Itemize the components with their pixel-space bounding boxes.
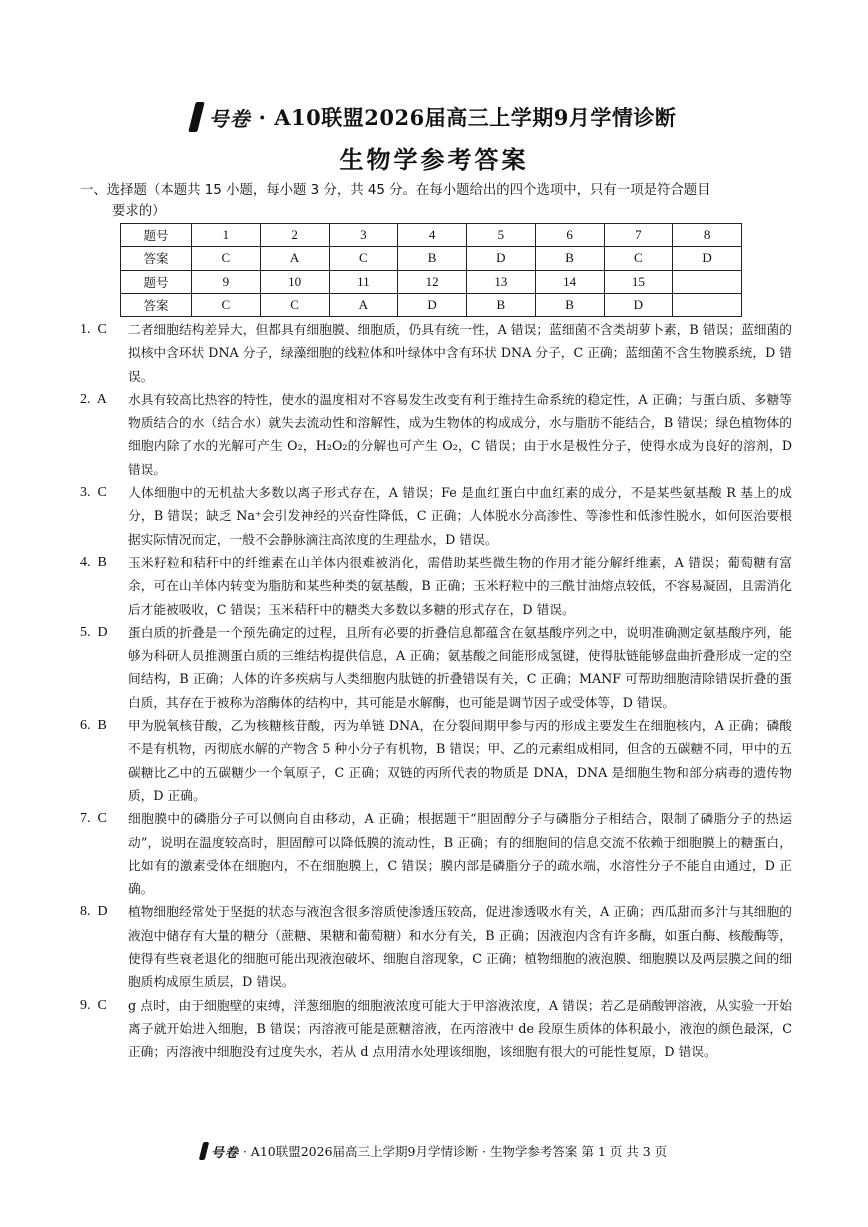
item-text: 二者细胞结构差异大，但都具有细胞膜、细胞质，仍具有统一性，A 错误；蓝细菌不含类胡萝卜素，B 错误；蓝细菌的拟核中含环状 DNA 分子，绿藻细胞的线粒体和叶绿体中含有环状 DNA 分子，C 正确；蓝细菌不含生物膜系统，D 错误。: [128, 322, 792, 384]
section-heading-line2: 要求的）: [112, 204, 166, 219]
item-number: 1. C: [80, 322, 107, 337]
table-row: [121, 224, 742, 247]
table-cell: D: [398, 293, 467, 316]
brand-logo-mark: [188, 102, 204, 132]
table-cell: B: [467, 293, 536, 316]
footer-logo-text: 号卷: [210, 1145, 239, 1161]
item-text: 人体细胞中的无机盐大多数以离子形式存在，A 错误；Fe 是血红蛋白中血红素的成分，不是某些氨基酸 R 基上的成分，B 错误；缺乏 Na⁺会引发神经的兴奋性降低，C 正确；人体脱水分高渗性、等渗性和低渗性脱水，如何医治要根据实际情况而定，一般不会静脉滴注高浓度的生理盐水，D 错误。: [128, 485, 792, 547]
table-cell: B: [535, 247, 604, 270]
item-number: 3. C: [80, 485, 107, 501]
table-cell: 15: [604, 270, 673, 293]
table-cell: C: [329, 247, 398, 270]
list-item: [80, 318, 792, 388]
footer-logo-mark: [199, 1142, 209, 1160]
item-text: 蛋白质的折叠是一个预先确定的过程，且所有必要的折叠信息都蕴含在氨基酸序列之中，说明准确测定氨基酸序列，能够为科研人员推测蛋白质的三维结构提供信息，A 正确；氨基酸之间能形成氢键，使得肽链能够盘曲折叠形成一定的空间结构，B 正确；人体的许多疾病与人类细胞内肽链的折叠错误有关，C 正确；MANF 可帮助细胞清除错误折叠的蛋白质，其存在于被称为溶酶体的结构中，其可能是水解酶，也可能是调节因子或受体等，D 错误。: [128, 624, 792, 710]
table-cell: B: [398, 247, 467, 270]
answer-table: [120, 223, 742, 317]
item-number: 7. C: [80, 811, 107, 827]
item-text: g 点时，由于细胞壁的束缚，洋葱细胞的细胞液浓度可能大于甲溶液浓度，A 错误；若乙是硝酸钾溶液，从实验一开始离子就开始进入细胞，B 错误；丙溶液可能是蔗糖溶液，在丙溶液中 de 段原生质体的体积最小，液泡的颜色最深，C 正确；丙溶液中细胞没有过度失水，若从 d 点用清水处理该细胞，该细胞有很大的可能性复原，D 错误。: [128, 997, 792, 1060]
item-text: 水具有较高比热容的特性，使水的温度相对不容易发生改变有利于维持生命系统的稳定性，A 正确；与蛋白质、多糖等物质结合的水（结合水）就失去流动性和溶解性，成为生物体的构成成分，水与脂肪不能结合，B 错误；绿色植物体的细胞内除了水的光解可产生 O₂，H₂O₂的分解也可产生 O₂，C 错误；由于水是极性分子，使得水成为良好的溶剂，D 错误。: [128, 391, 792, 477]
item-number: 5. D: [80, 624, 108, 640]
table-cell: 14: [535, 270, 604, 293]
table-header-cell: 答案: [121, 293, 192, 316]
page-subtitle: 生物学参考答案: [339, 145, 529, 174]
brand-logo-text: 号卷: [208, 106, 251, 131]
list-item: [80, 481, 792, 551]
table-cell: A: [260, 247, 329, 270]
table-cell: [673, 293, 742, 316]
item-number: 6. B: [80, 718, 107, 734]
page-header: [0, 100, 868, 134]
table-row: [121, 270, 742, 293]
item-text: 甲为脱氧核苷酸，乙为核糖核苷酸，丙为单链 DNA，在分裂间期甲参与丙的形成主要发生在细胞核内，A 正确；磷酸不是有机物，丙彻底水解的产物含 5 种小分子有机物，B 错误；甲、乙的元素组成相同，但含的五碳糖不同，甲中的五碳糖比乙中的五碳糖少一个氧原子，C 正确；双链的丙所代表的物质是 DNA，DNA 是细胞生物和部分病毒的遗传物质，D 正确。: [128, 718, 792, 803]
table-cell: 9: [192, 270, 261, 293]
table-cell: C: [260, 293, 329, 316]
table-cell: C: [192, 293, 261, 316]
item-text: 植物细胞经常处于坚挺的状态与液泡含很多溶质使渗透压较高，促进渗透吸水有关，A 正确；西瓜甜而多汁与其细胞的液泡中储存有大量的糖分（蔗糖、果糖和葡萄糖）和水分有关，B 正确；因液泡内含有许多酶，如蛋白酶、核酸酶等，使得有些衰老退化的细胞可能出现液泡破坏、细胞自溶现象，C 正确；植物细胞的液泡膜、细胞膜以及两层膜之间的细胞质构成原生质层，D 错误。: [128, 904, 792, 990]
page-title: · A10联盟2026届高三上学期9月学情诊断: [258, 105, 677, 130]
table-cell: 11: [329, 270, 398, 293]
table-header-cell: 答案: [121, 247, 192, 270]
table-cell: 6: [535, 224, 604, 247]
table-cell: 13: [467, 270, 536, 293]
item-text: 玉米籽粒和秸秆中的纤维素在山羊体内很难被消化，需借助某些微生物的作用才能分解纤维素，A 错误；葡萄糖有富余，可在山羊体内转变为脂肪和某些种类的氨基酸，B 正确；玉米籽粒中的三酰甘油熔点较低，不容易凝固，且需消化后才能被吸收，C 错误；玉米秸秆中的糖类大多数以多糖的形式存在，D 错误。: [128, 554, 792, 617]
table-header-cell: 题号: [121, 270, 192, 293]
list-item: [80, 994, 792, 1064]
table-cell: B: [535, 293, 604, 316]
table-cell: [673, 270, 742, 293]
table-cell: A: [329, 293, 398, 316]
table-cell: 12: [398, 270, 467, 293]
table-cell: 3: [329, 224, 398, 247]
list-item: [80, 551, 792, 621]
table-row: [121, 293, 742, 316]
item-number: 4. B: [80, 554, 107, 570]
table-cell: 5: [467, 224, 536, 247]
table-cell: 1: [192, 224, 261, 247]
table-header-cell: 题号: [121, 224, 192, 247]
table-row: [121, 247, 742, 270]
table-cell: 4: [398, 224, 467, 247]
item-number: 2. A: [80, 391, 107, 407]
table-cell: D: [467, 247, 536, 270]
page-title-text: A10联盟2026届高三上学期9月学情诊断: [274, 105, 677, 130]
table-cell: 2: [260, 224, 329, 247]
item-number: 9. C: [80, 997, 107, 1013]
table-cell: D: [604, 293, 673, 316]
list-item: [80, 807, 792, 900]
section-heading-line1: 一、选择题（本题共 15 小题，每小题 3 分，共 45 分。在每小题给出的四个选项中，只有一项是符合题目: [80, 183, 711, 198]
table-cell: 10: [260, 270, 329, 293]
footer-text: · A10联盟2026届高三上学期9月学情诊断 · 生物学参考答案 第 1 页 共 3 页: [242, 1144, 668, 1159]
list-item: [80, 900, 792, 993]
list-item: [80, 714, 792, 807]
table-cell: D: [673, 247, 742, 270]
table-cell: 7: [604, 224, 673, 247]
list-item: [80, 388, 792, 481]
section-heading: [80, 180, 790, 222]
table-cell: C: [604, 247, 673, 270]
table-cell: 8: [673, 224, 742, 247]
list-item: [80, 621, 792, 714]
item-text: 细胞膜中的磷脂分子可以侧向自由移动，A 正确；根据题干“胆固醇分子与磷脂分子相结合，限制了磷脂分子的热运动”，说明在温度较高时，胆固醇可以降低膜的流动性，B 正确；有的细胞间的信息交流不依赖于细胞膜上的糖蛋白，比如有的激素受体在细胞内，不在细胞膜上，C 错误；膜内部是磷脂分子的疏水端，水溶性分子不能自由通过，D 正确。: [128, 811, 792, 897]
answer-explanations: [80, 318, 792, 1064]
page-footer: [0, 1140, 868, 1162]
table-cell: C: [192, 247, 261, 270]
item-number: 8. D: [80, 904, 108, 920]
